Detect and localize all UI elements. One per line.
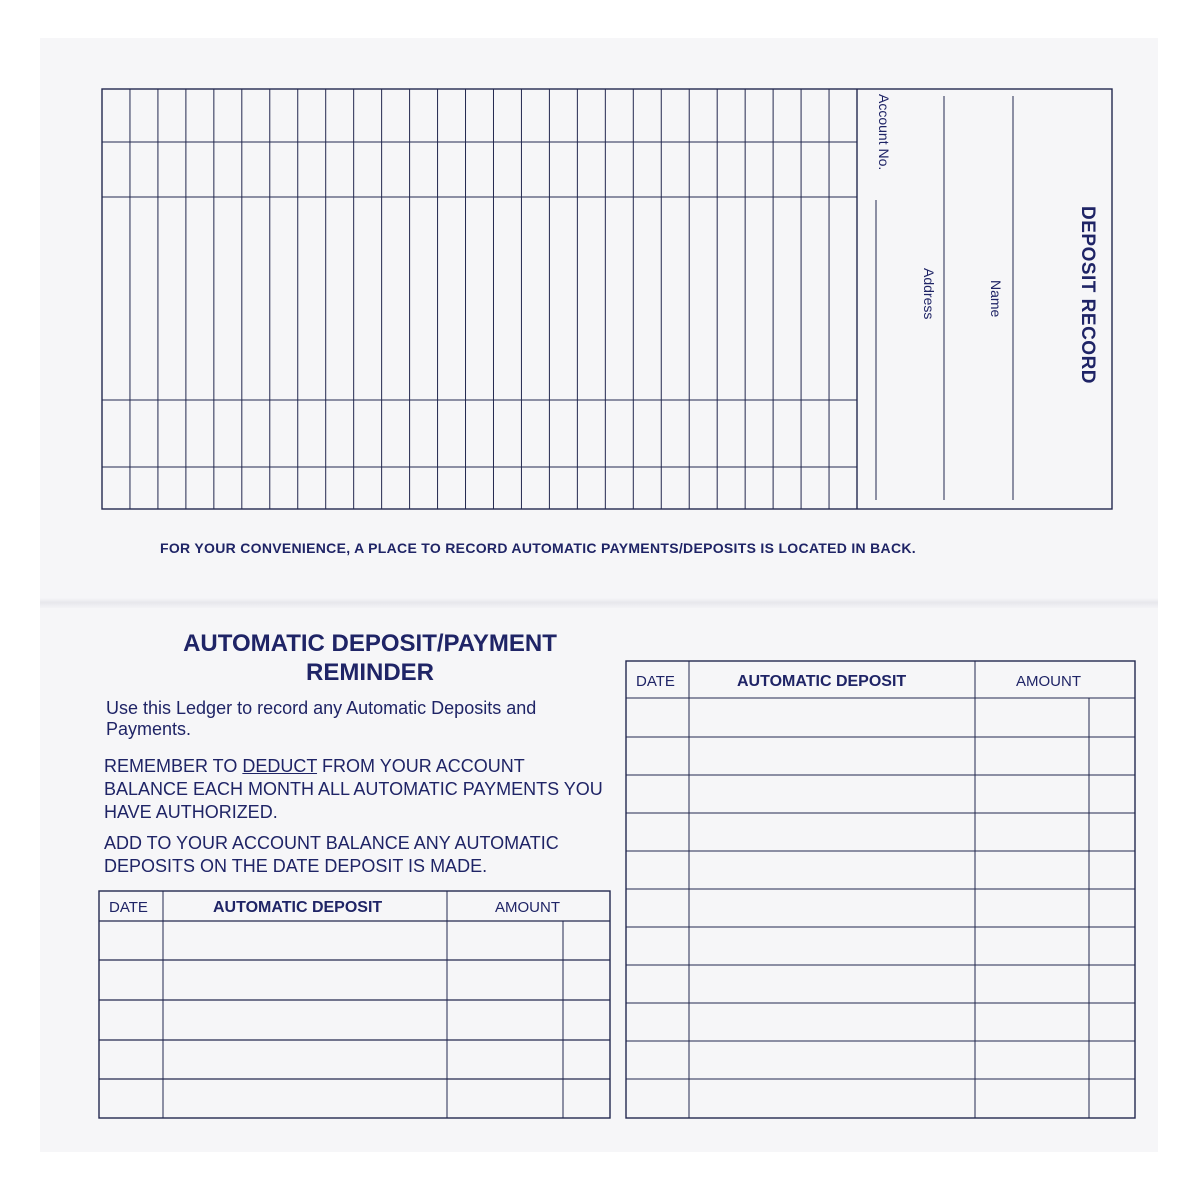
remember-before: REMEMBER TO [104,756,243,776]
address-label: Address [921,268,937,320]
right-ledger-deposit-header: AUTOMATIC DEPOSIT [737,673,907,690]
left-ledger-deposit-header: AUTOMATIC DEPOSIT [213,899,383,916]
deposit-record-frame [102,89,1112,509]
left-ledger-date-header: DATE [109,899,148,916]
remember-after: FROM YOUR ACCOUNT BALANCE EACH MONTH ALL AUTOMATIC PAYMENTS YOU HAVE AUTHORIZED. [104,756,603,822]
name-label: Name [988,280,1004,318]
reminder-heading-line1: AUTOMATIC DEPOSIT/PAYMENT [183,630,557,657]
reminder-heading [150,629,590,687]
left-ledger-frame [99,891,610,1118]
reminder-heading-line2: REMINDER [305,659,434,686]
right-ledger-amount-header: AMOUNT [1016,673,1081,690]
remember-paragraph [104,755,604,824]
deduct-emphasis: DEDUCT [242,756,318,776]
left-ledger-amount-header: AMOUNT [495,899,560,916]
account-number-label: Account No. [876,94,892,171]
right-ledger-date-header: DATE [636,673,675,690]
deposit-record-title: DEPOSIT RECORD [1077,206,1098,385]
add-paragraph: ADD TO YOUR ACCOUNT BALANCE ANY AUTOMATIC DEPOSITS ON THE DATE DEPOSIT IS MADE. [104,833,559,876]
convenience-notice: FOR YOUR CONVENIENCE, A PLACE TO RECORD AUTOMATIC PAYMENTS/DEPOSITS IS LOCATED IN BACK. [160,540,916,556]
reminder-intro: Use this Ledger to record any Automatic Deposits and Payments. [106,698,537,739]
